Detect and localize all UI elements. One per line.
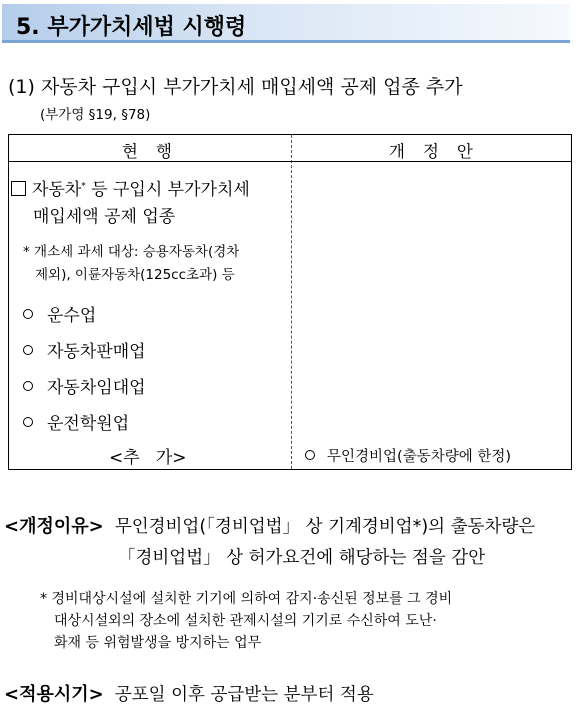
header-revised: 개정안 [389, 142, 491, 161]
circle-bullet-icon [23, 381, 33, 391]
header-current: 현행 [122, 142, 190, 161]
reason-line2: 「경비업법」 상 허가요건에 해당하는 점을 감안 [118, 548, 486, 568]
reason-note-line3: 화재 등 위험발생을 방지하는 업무 [54, 635, 262, 651]
reason-note-line2: 대상시설외의 장소에 설치한 관제시설의 기기로 수신하여 도난· [54, 613, 437, 629]
business-item: 자동차판매업 [23, 337, 146, 362]
effective-line: <적용시기> 공포일 이후 공급받는 분부터 적용 [4, 684, 374, 705]
column-divider [291, 135, 292, 469]
reason-line1: <개정이유> 무인경비업(「경비업법」 상 기계경비업*)의 출동차량은 [4, 516, 536, 537]
current-title-line1: 자동차* 등 구입시 부가가치세 [11, 175, 250, 200]
section-banner [2, 4, 570, 43]
reason-label: <개정이유> [4, 516, 104, 537]
checkbox-square-icon [11, 181, 26, 196]
business-item: 운전학원업 [23, 409, 129, 434]
circle-bullet-icon [305, 450, 315, 460]
add-label: <추 가> [109, 448, 187, 468]
current-title-line2: 매입세액 공제 업종 [33, 207, 176, 227]
circle-bullet-icon [23, 417, 33, 427]
item-reference: (부가영 §19, §78) [40, 107, 151, 123]
asterisk-mark: * [81, 181, 86, 192]
footnote-line1: * 개소세 과세 대상: 승용자동차(경차 [23, 244, 240, 260]
circle-bullet-icon [23, 309, 33, 319]
business-item: 자동차임대업 [23, 373, 146, 398]
comparison-table [8, 134, 572, 470]
revised-item: 무인경비업(출동차량에 한정) [305, 445, 511, 466]
footnote-line2: 제외), 이륜자동차(125cc초과) 등 [35, 267, 235, 283]
reason-note-line1: * 경비대상시설에 설치한 기기에 의하여 감지·송신된 정보를 그 경비 [40, 591, 453, 607]
section-title: 5. 부가가치세법 시행령 [16, 15, 247, 40]
effective-label: <적용시기> [4, 684, 104, 705]
circle-bullet-icon [23, 345, 33, 355]
item-heading: (1) 자동차 구입시 부가가치세 매입세액 공제 업종 추가 [8, 76, 463, 98]
business-item: 운수업 [23, 301, 96, 326]
